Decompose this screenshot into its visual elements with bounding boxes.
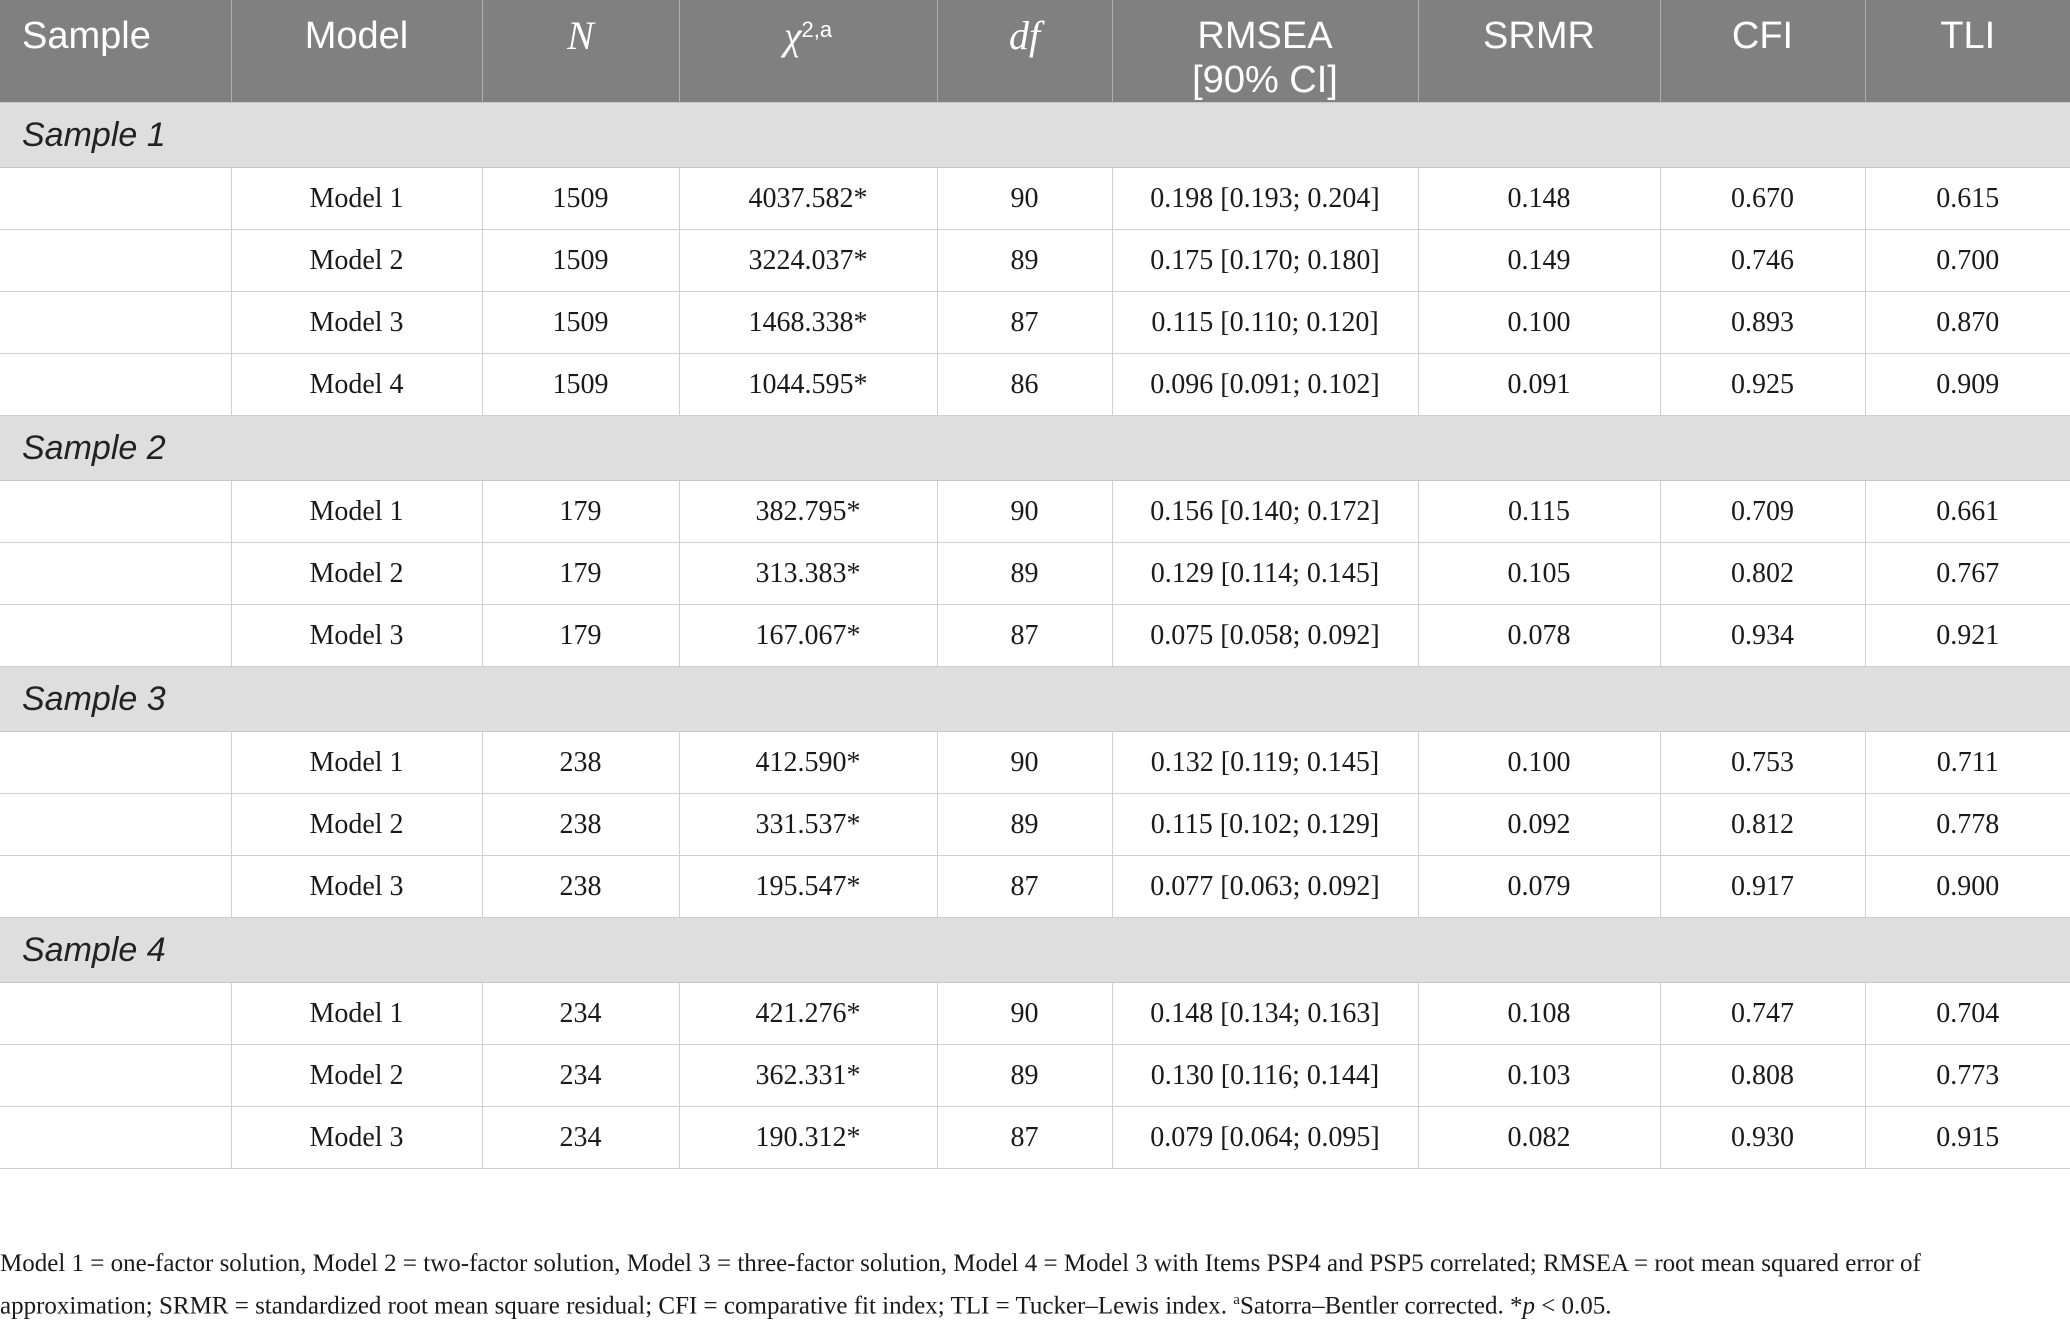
header-chi-square xyxy=(679,0,937,103)
cell-cfi: 0.670 xyxy=(1660,168,1865,230)
chi-superscript: 2,a xyxy=(801,17,833,42)
cell-rmsea: 0.096 [0.091; 0.102] xyxy=(1112,354,1418,416)
sample-group-row xyxy=(0,416,2070,481)
table-row xyxy=(0,230,2070,292)
cell-tli: 0.900 xyxy=(1865,856,2070,918)
cell-tli: 0.700 xyxy=(1865,230,2070,292)
cell-srmr: 0.105 xyxy=(1418,543,1660,605)
cell-cfi: 0.925 xyxy=(1660,354,1865,416)
cell-cfi: 0.747 xyxy=(1660,983,1865,1045)
cell-tli: 0.704 xyxy=(1865,983,2070,1045)
cell-tli: 0.661 xyxy=(1865,481,2070,543)
cell-sample-empty xyxy=(0,605,231,667)
cell-df: 90 xyxy=(937,732,1112,794)
table-footnote xyxy=(0,1245,2055,1324)
cell-cfi: 0.934 xyxy=(1660,605,1865,667)
cell-rmsea: 0.075 [0.058; 0.092] xyxy=(1112,605,1418,667)
cell-n: 1509 xyxy=(482,354,679,416)
footnote-satorra: Satorra–Bentler corrected. * xyxy=(1239,1292,1523,1320)
cell-srmr: 0.103 xyxy=(1418,1045,1660,1107)
sample-group-row xyxy=(0,103,2070,168)
cell-rmsea: 0.148 [0.134; 0.163] xyxy=(1112,983,1418,1045)
cell-model: Model 3 xyxy=(231,605,482,667)
cell-chi2: 382.795* xyxy=(679,481,937,543)
cell-n: 238 xyxy=(482,856,679,918)
cell-chi2: 195.547* xyxy=(679,856,937,918)
cell-rmsea: 0.115 [0.102; 0.129] xyxy=(1112,794,1418,856)
cell-rmsea: 0.077 [0.063; 0.092] xyxy=(1112,856,1418,918)
table-row xyxy=(0,481,2070,543)
sample-group-label: Sample 3 xyxy=(0,667,2070,732)
cell-tli: 0.778 xyxy=(1865,794,2070,856)
cell-df: 89 xyxy=(937,543,1112,605)
cell-rmsea: 0.132 [0.119; 0.145] xyxy=(1112,732,1418,794)
sample-group-label: Sample 1 xyxy=(0,103,2070,168)
table-row xyxy=(0,168,2070,230)
cell-tli: 0.915 xyxy=(1865,1107,2070,1169)
cell-srmr: 0.100 xyxy=(1418,732,1660,794)
table-header xyxy=(0,0,2070,103)
cell-tli: 0.767 xyxy=(1865,543,2070,605)
cell-chi2: 313.383* xyxy=(679,543,937,605)
cell-model: Model 1 xyxy=(231,168,482,230)
table-body xyxy=(0,103,2070,1169)
cell-sample-empty xyxy=(0,856,231,918)
header-n: N xyxy=(482,0,679,103)
cell-n: 179 xyxy=(482,605,679,667)
cell-model: Model 2 xyxy=(231,230,482,292)
cell-sample-empty xyxy=(0,732,231,794)
footnote-superscript-a: a xyxy=(1233,1292,1240,1308)
table-row xyxy=(0,983,2070,1045)
cell-cfi: 0.893 xyxy=(1660,292,1865,354)
cell-sample-empty xyxy=(0,354,231,416)
table-row xyxy=(0,794,2070,856)
cell-df: 87 xyxy=(937,292,1112,354)
table-row xyxy=(0,354,2070,416)
header-tli: TLI xyxy=(1865,0,2070,103)
cell-srmr: 0.100 xyxy=(1418,292,1660,354)
sample-group-label: Sample 4 xyxy=(0,918,2070,983)
cell-n: 234 xyxy=(482,1107,679,1169)
cell-chi2: 3224.037* xyxy=(679,230,937,292)
footnote-main: Model 1 = one-factor solution, Model 2 = two-factor solution, Model 3 = three-factor solution, Model 4 = Model 3 with Items PSP4 and PSP5 correlated; RMSEA = root mean squared error of approximation; SRMR = standardized root mean square residual; CFI = comparative fit index; TLI = Tucker–Lewis index. xyxy=(0,1250,1921,1320)
cell-srmr: 0.149 xyxy=(1418,230,1660,292)
rmsea-ci-label: [90% CI] xyxy=(1192,59,1338,101)
table-row xyxy=(0,856,2070,918)
cell-chi2: 1044.595* xyxy=(679,354,937,416)
cell-srmr: 0.092 xyxy=(1418,794,1660,856)
cell-df: 90 xyxy=(937,983,1112,1045)
chi-symbol: χ xyxy=(783,13,802,58)
cell-n: 234 xyxy=(482,1045,679,1107)
cell-srmr: 0.091 xyxy=(1418,354,1660,416)
cell-rmsea: 0.198 [0.193; 0.204] xyxy=(1112,168,1418,230)
table-row xyxy=(0,1045,2070,1107)
cell-sample-empty xyxy=(0,543,231,605)
cell-chi2: 4037.582* xyxy=(679,168,937,230)
header-cfi: CFI xyxy=(1660,0,1865,103)
cell-n: 179 xyxy=(482,543,679,605)
cell-n: 238 xyxy=(482,732,679,794)
cell-srmr: 0.082 xyxy=(1418,1107,1660,1169)
cell-cfi: 0.802 xyxy=(1660,543,1865,605)
table-row xyxy=(0,1107,2070,1169)
cell-cfi: 0.812 xyxy=(1660,794,1865,856)
cell-srmr: 0.078 xyxy=(1418,605,1660,667)
header-row xyxy=(0,0,2070,103)
cell-sample-empty xyxy=(0,983,231,1045)
cell-tli: 0.870 xyxy=(1865,292,2070,354)
cell-cfi: 0.753 xyxy=(1660,732,1865,794)
footnote-p: p xyxy=(1522,1292,1535,1320)
cell-model: Model 4 xyxy=(231,354,482,416)
cell-model: Model 2 xyxy=(231,543,482,605)
sample-group-label: Sample 2 xyxy=(0,416,2070,481)
footnote-threshold: < 0.05. xyxy=(1534,1292,1612,1320)
table-row xyxy=(0,732,2070,794)
cell-tli: 0.921 xyxy=(1865,605,2070,667)
table-row xyxy=(0,292,2070,354)
cell-cfi: 0.709 xyxy=(1660,481,1865,543)
cell-n: 1509 xyxy=(482,292,679,354)
cell-cfi: 0.917 xyxy=(1660,856,1865,918)
cell-model: Model 3 xyxy=(231,856,482,918)
cell-n: 1509 xyxy=(482,230,679,292)
cell-rmsea: 0.175 [0.170; 0.180] xyxy=(1112,230,1418,292)
cell-df: 86 xyxy=(937,354,1112,416)
table-row xyxy=(0,543,2070,605)
header-sample: Sample xyxy=(0,0,231,103)
cell-sample-empty xyxy=(0,1107,231,1169)
cell-rmsea: 0.130 [0.116; 0.144] xyxy=(1112,1045,1418,1107)
cell-chi2: 167.067* xyxy=(679,605,937,667)
cell-chi2: 412.590* xyxy=(679,732,937,794)
header-rmsea xyxy=(1112,0,1418,103)
cell-chi2: 1468.338* xyxy=(679,292,937,354)
cell-model: Model 1 xyxy=(231,481,482,543)
cell-n: 179 xyxy=(482,481,679,543)
cell-srmr: 0.115 xyxy=(1418,481,1660,543)
cell-model: Model 3 xyxy=(231,1107,482,1169)
cell-df: 89 xyxy=(937,794,1112,856)
cell-df: 87 xyxy=(937,1107,1112,1169)
cell-rmsea: 0.115 [0.110; 0.120] xyxy=(1112,292,1418,354)
cell-sample-empty xyxy=(0,292,231,354)
cell-sample-empty xyxy=(0,794,231,856)
cell-n: 1509 xyxy=(482,168,679,230)
cell-chi2: 362.331* xyxy=(679,1045,937,1107)
cell-cfi: 0.746 xyxy=(1660,230,1865,292)
cell-cfi: 0.808 xyxy=(1660,1045,1865,1107)
cell-sample-empty xyxy=(0,481,231,543)
cell-chi2: 331.537* xyxy=(679,794,937,856)
cell-srmr: 0.108 xyxy=(1418,983,1660,1045)
table-row xyxy=(0,605,2070,667)
cell-chi2: 421.276* xyxy=(679,983,937,1045)
cell-tli: 0.711 xyxy=(1865,732,2070,794)
cell-df: 90 xyxy=(937,168,1112,230)
cell-cfi: 0.930 xyxy=(1660,1107,1865,1169)
cell-model: Model 2 xyxy=(231,1045,482,1107)
cell-sample-empty xyxy=(0,168,231,230)
cell-rmsea: 0.156 [0.140; 0.172] xyxy=(1112,481,1418,543)
cell-model: Model 3 xyxy=(231,292,482,354)
cell-model: Model 2 xyxy=(231,794,482,856)
cell-df: 90 xyxy=(937,481,1112,543)
cell-chi2: 190.312* xyxy=(679,1107,937,1169)
cell-df: 89 xyxy=(937,1045,1112,1107)
header-df: df xyxy=(937,0,1112,103)
cell-sample-empty xyxy=(0,230,231,292)
rmsea-label: RMSEA xyxy=(1197,15,1333,57)
cell-df: 87 xyxy=(937,605,1112,667)
cell-srmr: 0.079 xyxy=(1418,856,1660,918)
cell-n: 238 xyxy=(482,794,679,856)
cell-df: 89 xyxy=(937,230,1112,292)
header-srmr: SRMR xyxy=(1418,0,1660,103)
cell-df: 87 xyxy=(937,856,1112,918)
header-model: Model xyxy=(231,0,482,103)
cell-rmsea: 0.129 [0.114; 0.145] xyxy=(1112,543,1418,605)
cell-n: 234 xyxy=(482,983,679,1045)
sample-group-row xyxy=(0,667,2070,732)
sample-group-row xyxy=(0,918,2070,983)
cell-sample-empty xyxy=(0,1045,231,1107)
cell-tli: 0.615 xyxy=(1865,168,2070,230)
cell-srmr: 0.148 xyxy=(1418,168,1660,230)
cell-model: Model 1 xyxy=(231,732,482,794)
cell-tli: 0.909 xyxy=(1865,354,2070,416)
cell-model: Model 1 xyxy=(231,983,482,1045)
cell-tli: 0.773 xyxy=(1865,1045,2070,1107)
cell-rmsea: 0.079 [0.064; 0.095] xyxy=(1112,1107,1418,1169)
